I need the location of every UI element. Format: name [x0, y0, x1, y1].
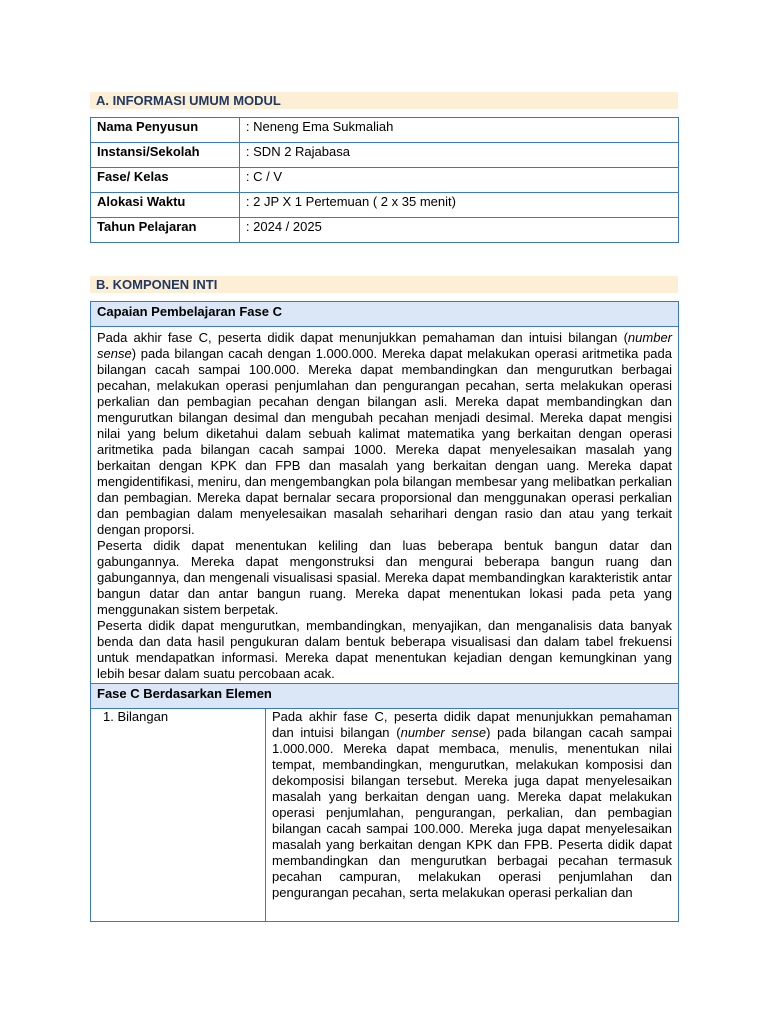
cp-text: Peserta didik dapat menentukan keliling dan luas beberapa bentuk bangun datar dan gabungannya. Mereka dapat mengonstruksi dan mengurai beberapa bangun ruang dan gabungannya, dan mengenali visualisasi spasial. Mereka dapat membandingkan karakteristik antar bangun datar dan antar bangun ruang. Mereka dapat menentukan lokasi pada peta yang menggunakan sistem berpetak. — [97, 538, 672, 617]
cp-text: Pada akhir fase C, peserta didik dapat menunjukkan pemahaman dan intuisi bilangan ( — [97, 330, 628, 345]
komponen-inti-table — [90, 301, 679, 922]
cp-paragraph — [97, 330, 672, 538]
cp-paragraph — [97, 538, 672, 618]
table-row — [91, 143, 679, 168]
info-value: : Neneng Ema Sukmaliah — [239, 118, 678, 143]
info-value: : SDN 2 Rajabasa — [239, 143, 678, 168]
info-value: : 2 JP X 1 Pertemuan ( 2 x 35 menit) — [239, 193, 678, 218]
section-a-title: A. INFORMASI UMUM MODUL — [90, 92, 678, 109]
elemen-text: ) pada bilangan cacah sampai 1.000.000. Mereka dapat membaca, menulis, menentukan nilai tempat, membandingkan, mengurutkan, melakukan komposisi dan dekomposisi bilangan tersebut. Mereka juga dapat menyelesaikan masalah yang berkaitan dengan uang. Mereka dapat melakukan operasi penjumlahan, pengurangan, perkalian, dan pembagian bilangan cacah sampai 100.000. Mereka juga dapat menyelesaikan masalah yang berkaitan dengan KPK dan FPB. Peserta didik dapat membandingkan dan mengurutkan berbagai pecahan termasuk pecahan campuran, melakukan operasi penjumlahan dan pengurangan pecahan, serta melakukan operasi perkalian dan — [272, 725, 672, 900]
table-row — [91, 709, 679, 922]
elemen-description — [266, 709, 679, 922]
cp-text: ) pada bilangan cacah dengan 1.000.000. Mereka dapat melakukan operasi aritmetika pada bilangan cacah sampai 100.000. Mereka dapat membandingkan dan mengurutkan berbagai pecahan, melakukan operasi penjumlahan dan pengurangan pecahan, serta melakukan operasi perkalian dan pembagian pecahan dengan bilangan asli. Mereka dapat membandingkan dan mengurutkan bilangan desimal dan mengubah pecahan menjadi desimal. Mereka dapat mengisi nilai yang belum diketahui dalam sebuah kalimat matematika yang berkaitan dengan operasi aritmetika pada bilangan cacah sampai 1000. Mereka dapat menyelesaikan masalah yang berkaitan dengan KPK dan FPB dan masalah yang berkaitan dengan uang. Mereka dapat mengidentifikasi, meniru, dan mengembangkan pola bilangan membesar yang melibatkan perkalian dan pembagian. Mereka dapat bernalar secara proporsional dan menggunakan operasi perkalian dan pembagian dalam menyelesaikan masalah seharihari dengan rasio dan atau yang terkait dengan proporsi. — [97, 346, 672, 537]
cp-text: Peserta didik dapat mengurutkan, membandingkan, menyajikan, dan menganalisis data banyak benda dan data hasil pengukuran dalam bentuk beberapa visualisasi dan dalam tabel frekuensi untuk mendapatkan informasi. Mereka dapat menentukan kejadian dengan kemungkinan yang lebih besar dalam suatu percobaan acak. — [97, 618, 672, 681]
elemen-header: Fase C Berdasarkan Elemen — [91, 684, 679, 709]
section-b-title: B. KOMPONEN INTI — [90, 276, 678, 293]
cp-paragraph — [97, 618, 672, 682]
table-row — [91, 118, 679, 143]
table-row — [91, 218, 679, 243]
elemen-name: 1. Bilangan — [91, 709, 266, 922]
table-row — [91, 684, 679, 709]
elemen-text: Pada akhir fase C, peserta didik dapat menunjukkan pemahaman dan intuisi bilangan ( — [272, 709, 672, 740]
table-row — [91, 327, 679, 684]
info-label: Fase/ Kelas — [91, 168, 240, 193]
info-value: : C / V — [239, 168, 678, 193]
cp-italic-term: number sense — [97, 330, 672, 361]
info-label: Alokasi Waktu — [91, 193, 240, 218]
info-table — [90, 117, 679, 243]
table-row — [91, 302, 679, 327]
cp-text-cell — [91, 327, 679, 684]
elemen-italic-term: number sense — [400, 725, 487, 740]
info-label: Nama Penyusun — [91, 118, 240, 143]
table-row — [91, 193, 679, 218]
cp-header: Capaian Pembelajaran Fase C — [91, 302, 679, 327]
info-label: Instansi/Sekolah — [91, 143, 240, 168]
table-row — [91, 168, 679, 193]
info-label: Tahun Pelajaran — [91, 218, 240, 243]
info-value: : 2024 / 2025 — [239, 218, 678, 243]
